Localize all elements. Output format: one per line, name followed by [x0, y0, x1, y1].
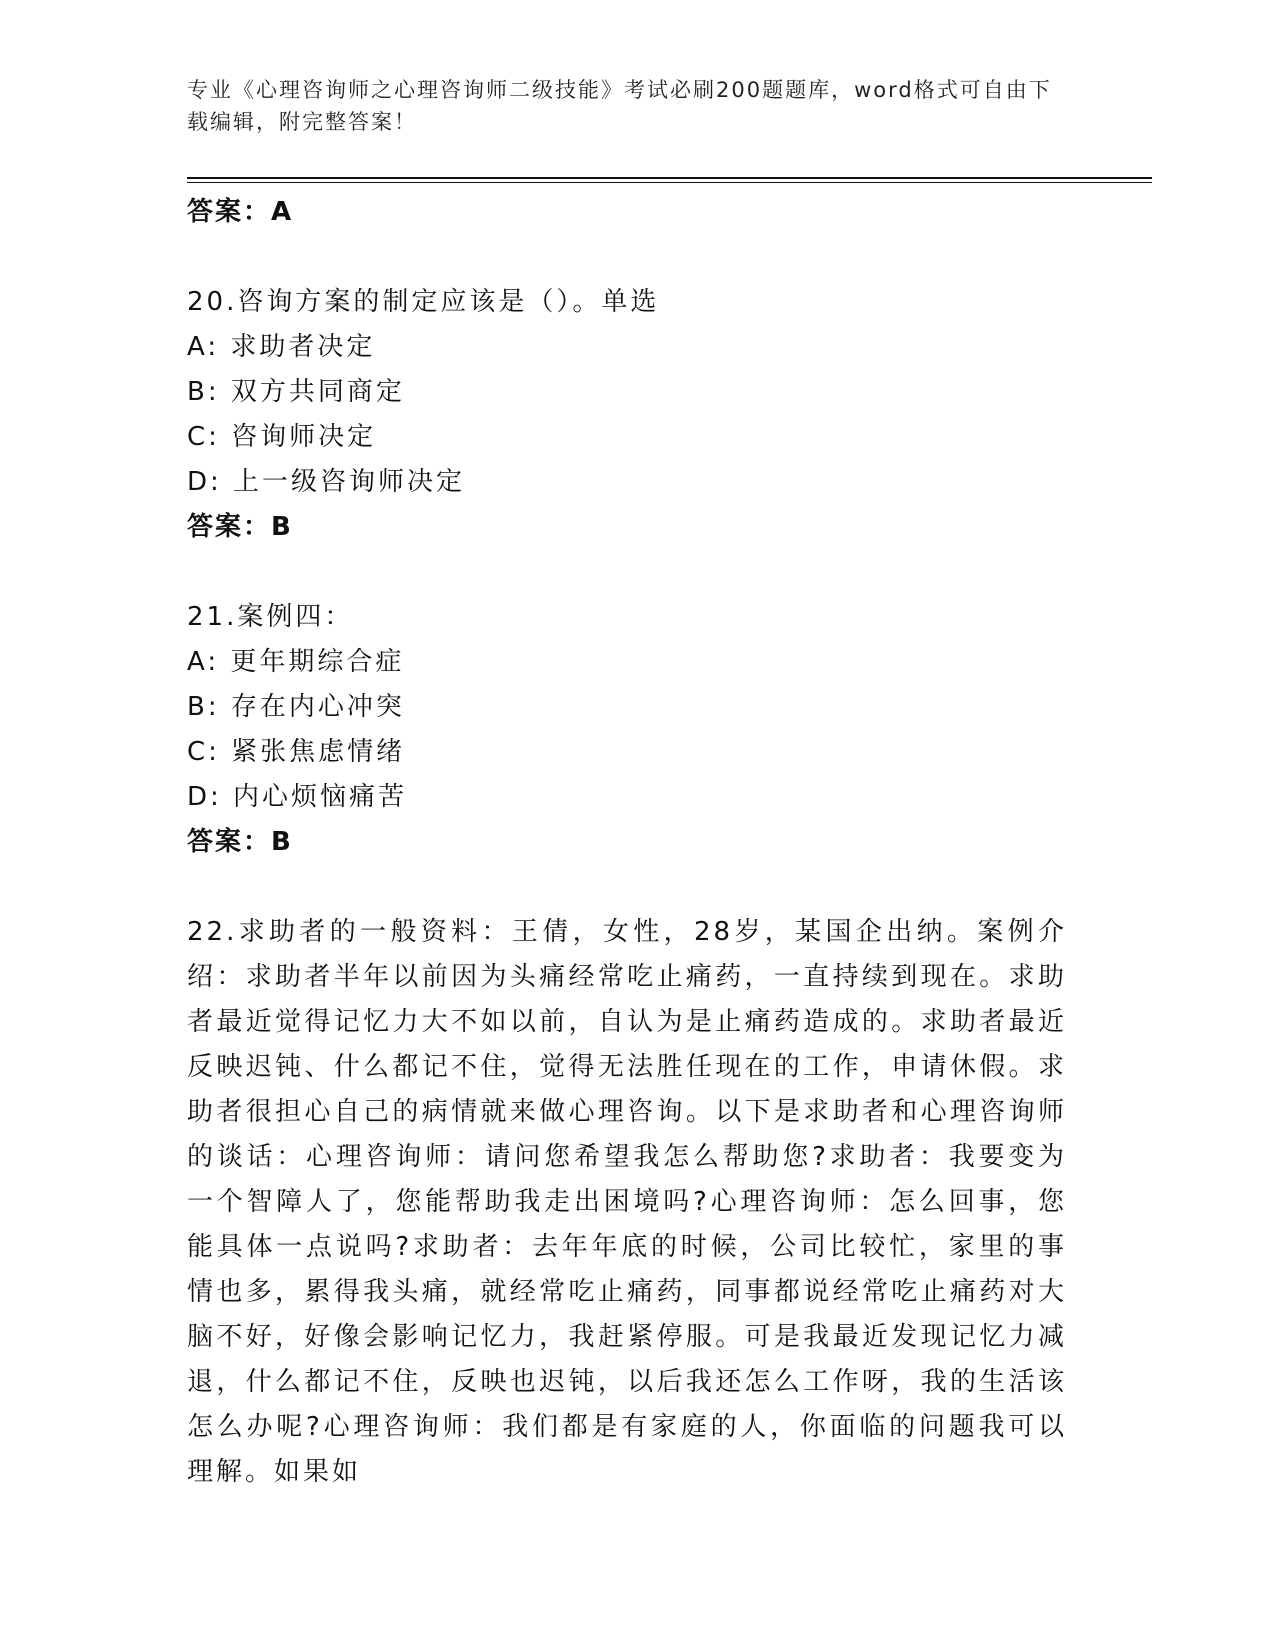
answer-q19: 答案：A — [187, 197, 294, 227]
answer-q20: 答案：B — [187, 512, 293, 542]
question-22-text: 22.求助者的一般资料：王倩，女性，28岁，某国企出纳。案例介绍：求助者半年以前因为头痛经常吃止痛药，一直持续到现在。求助者最近觉得记忆力大不如以前，自认为是止痛药造成的。求助者最近反映迟钝、什么都记不住，觉得无法胜任现在的工作，申请休假。求助者很担心自己的病情就来做心理咨询。以下是求助者和心理咨询师的谈话：心理咨询师：请问您希望我怎么帮助您?求助者：我要变为一个智障人了，您能帮助我走出困境吗?心理咨询师：怎么回事，您能具体一点说吗?求助者：去年年底的时候，公司比较忙，家里的事情也多，累得我头痛，就经常吃止痛药，同事都说经常吃止痛药对大脑不好，好像会影响记忆力，我赶紧停服。可是我最近发现记忆力减退，什么都记不住，反映也迟钝，以后我还怎么工作呀，我的生活该怎么办呢?心理咨询师：我们都是有家庭的人，你面临的问题我可以理解。如果如 — [187, 917, 1067, 1487]
question-20-option-b: B: 双方共同商定 — [187, 377, 405, 407]
header-rule-thin — [187, 182, 1152, 183]
question-20-stem: 20.咨询方案的制定应该是（）。单选 — [187, 287, 660, 317]
spacer — [187, 235, 1067, 280]
header-rule-thick — [187, 177, 1152, 179]
question-21-option-a: A: 更年期综合症 — [187, 647, 405, 677]
page-header: 专业《心理咨询师之心理咨询师二级技能》考试必刷200题题库，word格式可自由下载编辑，附完整答案！ — [187, 78, 1052, 134]
question-20-option-d: D: 上一级咨询师决定 — [187, 467, 466, 497]
question-21-option-d: D: 内心烦恼痛苦 — [187, 782, 408, 812]
spacer — [187, 550, 1067, 595]
question-20-option-c: C: 咨询师决定 — [187, 422, 377, 452]
question-21-option-b: B: 存在内心冲突 — [187, 692, 405, 722]
document-content — [187, 190, 1067, 1495]
question-20-option-a: A: 求助者决定 — [187, 332, 376, 362]
question-21-stem: 21.案例四： — [187, 602, 354, 632]
spacer — [187, 865, 1067, 910]
question-21-option-c: C: 紧张焦虑情绪 — [187, 737, 406, 767]
answer-q21: 答案：B — [187, 827, 293, 857]
